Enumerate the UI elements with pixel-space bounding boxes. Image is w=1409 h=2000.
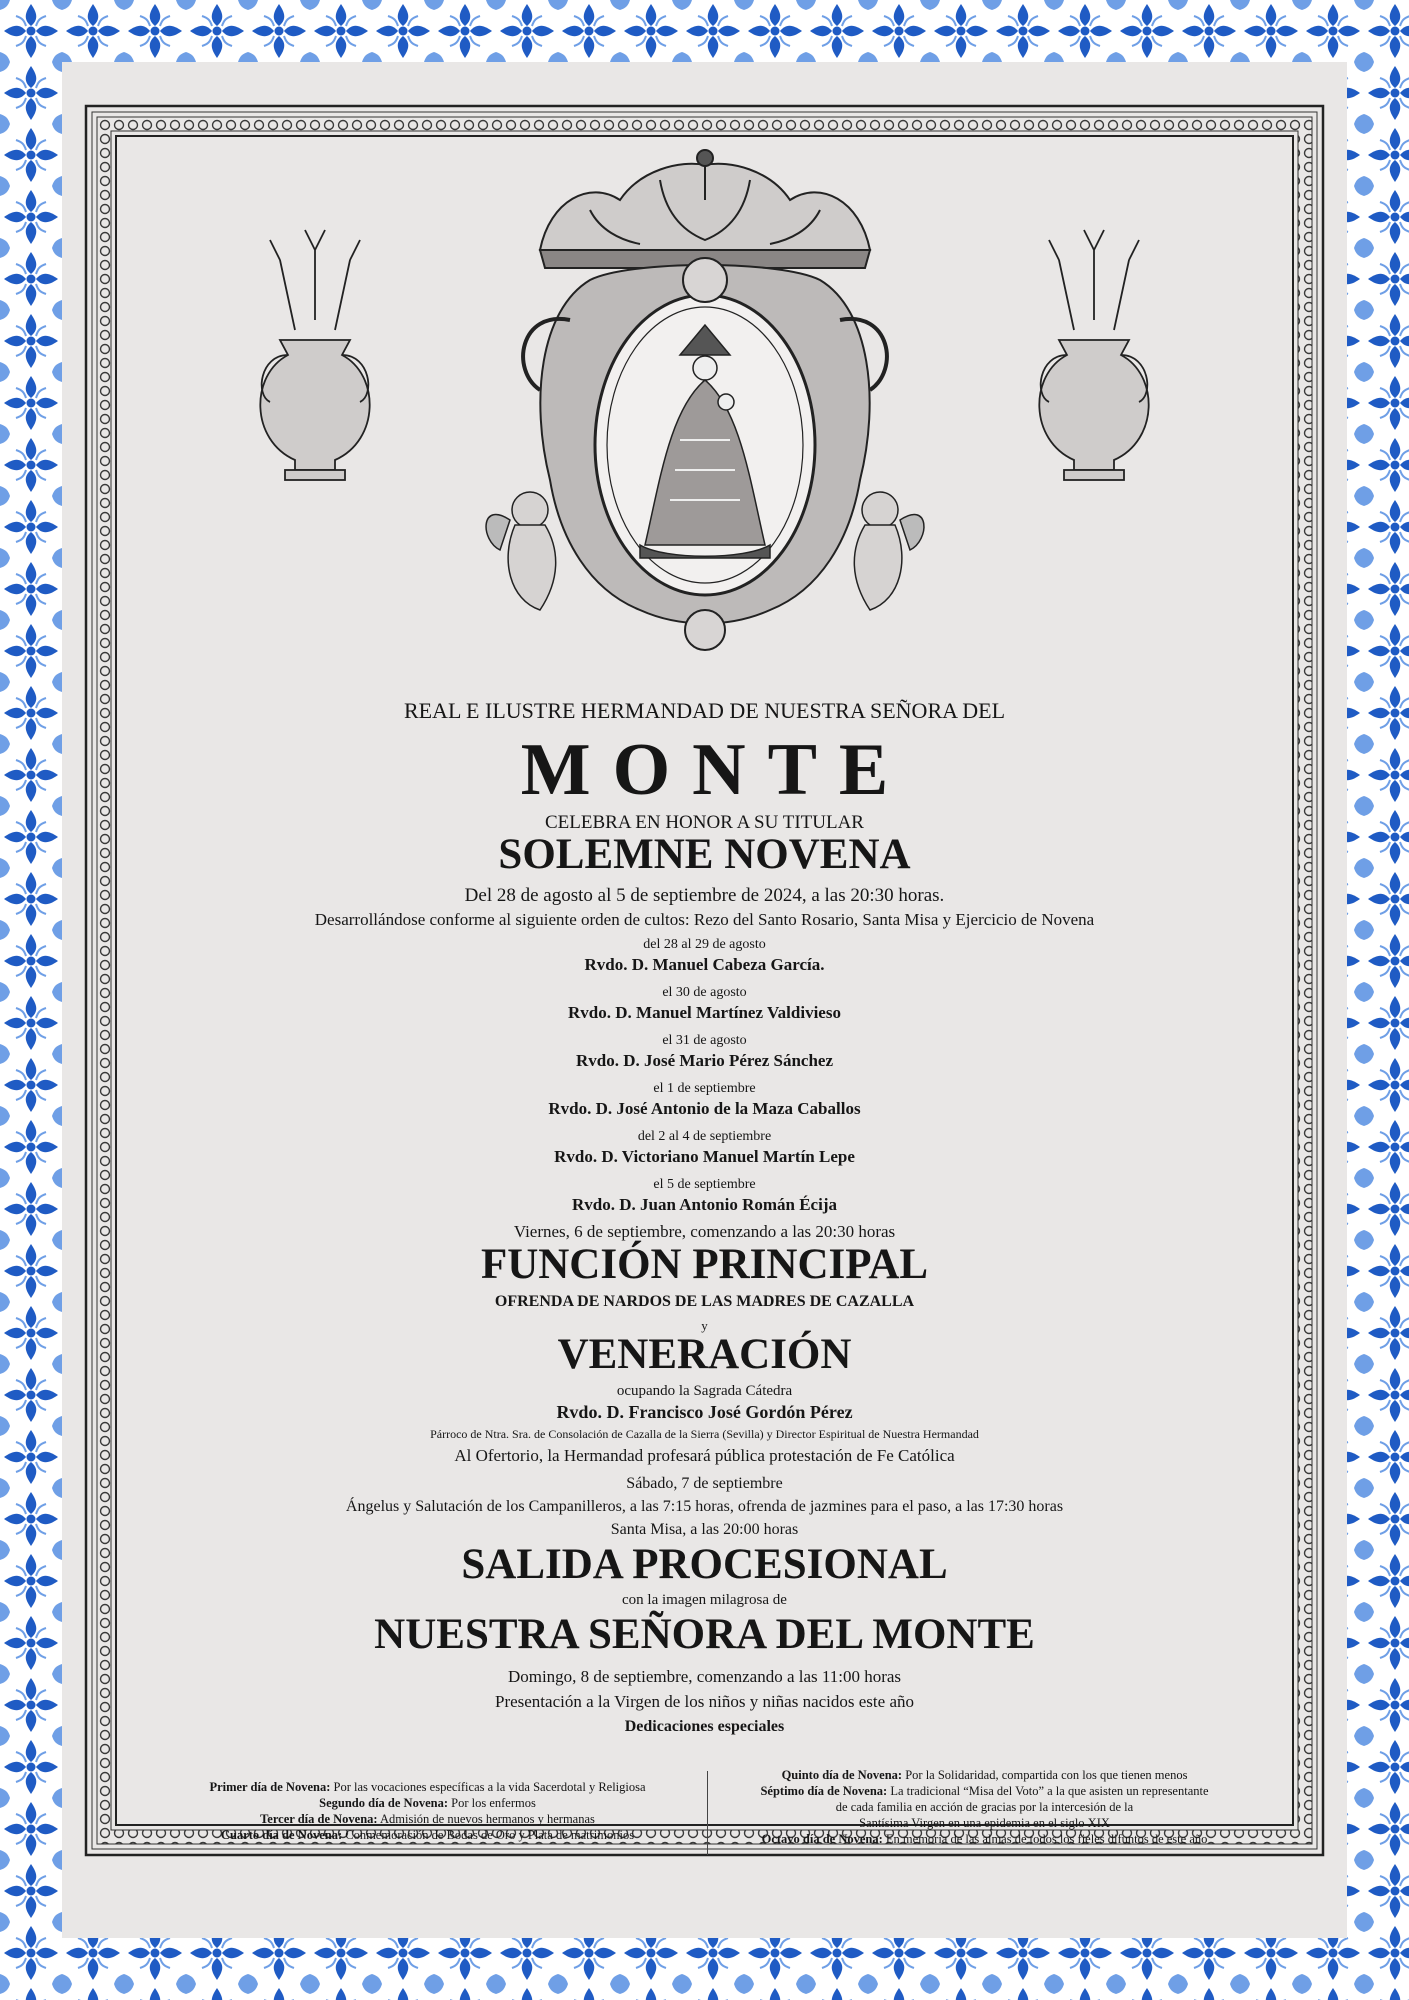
dedication-text: Por los enfermos xyxy=(451,1796,536,1810)
dedication-item xyxy=(150,1779,705,1795)
novena-order: Desarrollándose conforme al siguiente orden de cultos: Rezo del Santo Rosario, Santa Misa y Ejercicio de Novena xyxy=(314,910,1095,929)
page-title: MONTE xyxy=(520,729,911,811)
salida-heading: SALIDA PROCESIONAL xyxy=(461,1541,948,1588)
preacher-name: Rvdo. D. Juan Antonio Román Écija xyxy=(572,1195,837,1214)
novena-heading: SOLEMNE NOVENA xyxy=(498,831,911,878)
dedication-text: La tradicional “Misa del Voto” a la que asisten un representante xyxy=(890,1784,1209,1798)
dedication-item xyxy=(710,1831,1259,1847)
dedication-text: Por la Solidaridad, compartida con los que tienen menos xyxy=(905,1768,1188,1782)
dedication-label: Octavo día de Novena: xyxy=(761,1832,883,1846)
dedications-right-column xyxy=(710,1767,1259,1847)
column-divider xyxy=(707,1771,708,1855)
dedication-item xyxy=(710,1783,1259,1799)
preacher-date: del 2 al 4 de septiembre xyxy=(637,1129,772,1144)
salida-presentation: Presentación a la Virgen de los niños y niñas nacidos este año xyxy=(494,1692,914,1711)
brotherhood-name: REAL E ILUSTRE HERMANDAD DE NUESTRA SEÑORA DEL xyxy=(403,698,1006,723)
dedication-text: Admisión de nuevos hermanos y hermanas xyxy=(380,1812,595,1826)
veneracion-heading: VENERACIÓN xyxy=(557,1331,852,1378)
salida-date: Domingo, 8 de septiembre, comenzando a las 11:00 horas xyxy=(507,1667,902,1686)
dedication-text: Conmemoración de Bodas de Oro y Plata de matrimonios xyxy=(345,1828,635,1842)
dedicaciones-heading: Dedicaciones especiales xyxy=(624,1718,785,1735)
preacher-date: del 28 al 29 de agosto xyxy=(643,937,766,952)
dedication-item xyxy=(150,1795,705,1811)
sabado-detail: Ángelus y Salutación de los Campanilleros, a las 7:15 horas, ofrenda de jazmines para el paso, a las 17:30 horas xyxy=(345,1498,1064,1515)
dedication-text: Por las vocaciones específicas a la vida Sacerdotal y Religiosa xyxy=(333,1780,646,1794)
preacher-date: el 1 de septiembre xyxy=(653,1081,756,1096)
sabado-mass: Santa Misa, a las 20:00 horas xyxy=(610,1521,799,1538)
poster-content xyxy=(120,140,1289,1846)
funcion-offering: OFRENDA DE NARDOS DE LAS MADRES DE CAZALLA xyxy=(494,1293,915,1310)
flower-vase-right-icon xyxy=(1039,230,1148,480)
dedication-text: Santísima Virgen en una epidemia en el siglo XIX xyxy=(859,1816,1110,1830)
dedication-label: Segundo día de Novena: xyxy=(319,1796,448,1810)
virgin-emblem-engraving xyxy=(120,140,1289,680)
funcion-preacher: Rvdo. D. Francisco José Gordón Pérez xyxy=(556,1402,853,1422)
funcion-heading: FUNCIÓN PRINCIPAL xyxy=(480,1241,929,1288)
dedication-label: Cuarto día de Novena: xyxy=(220,1828,343,1842)
dedication-label: Tercer día de Novena: xyxy=(260,1812,378,1826)
dedication-label: Primer día de Novena: xyxy=(209,1780,331,1794)
dedication-item xyxy=(150,1811,705,1827)
preacher-name: Rvdo. D. José Mario Pérez Sánchez xyxy=(576,1051,833,1070)
preacher-name: Rvdo. D. José Antonio de la Maza Caballos xyxy=(548,1099,861,1118)
preacher-name: Rvdo. D. Victoriano Manuel Martín Lepe xyxy=(554,1147,855,1166)
cherub-right-icon xyxy=(854,492,924,610)
funcion-intro: Viernes, 6 de septiembre, comenzando a las 20:30 horas xyxy=(513,1222,896,1241)
preacher-name: Rvdo. D. Manuel Cabeza García. xyxy=(584,955,825,974)
crown-icon xyxy=(540,150,870,268)
preacher-role: Párroco de Ntra. Sra. de Consolación de Cazalla de la Sierra (Sevilla) y Director Espiritual de Nuestra Hermandad xyxy=(430,1427,979,1441)
ofertorio-note: Al Ofertorio, la Hermandad profesará pública protestación de Fe Católica xyxy=(454,1446,955,1465)
dedication-label: Séptimo día de Novena: xyxy=(760,1784,888,1798)
dedication-label: Quinto día de Novena: xyxy=(781,1768,903,1782)
dedications-section xyxy=(150,1767,1259,1857)
preacher-date: el 31 de agosto xyxy=(662,1033,747,1048)
flower-vase-left-icon xyxy=(260,230,369,480)
novena-dates: Del 28 de agosto al 5 de septiembre de 2024, a las 20:30 horas. xyxy=(464,885,945,906)
dedication-text: En memoria de las almas de todos los fieles difuntos de este año xyxy=(885,1832,1208,1846)
subtitle: CELEBRA EN HONOR A SU TITULAR xyxy=(545,812,864,833)
salida-with: con la imagen milagrosa de xyxy=(622,1592,787,1608)
conjunction: y xyxy=(701,1318,708,1333)
pulpit-line: ocupando la Sagrada Cátedra xyxy=(616,1383,793,1399)
sabado-date: Sábado, 7 de septiembre xyxy=(626,1475,783,1492)
dedication-item xyxy=(710,1767,1259,1783)
image-name-heading: NUESTRA SEÑORA DEL MONTE xyxy=(374,1611,1035,1658)
preacher-date: el 5 de septiembre xyxy=(653,1177,756,1192)
dedication-item xyxy=(150,1827,705,1843)
dedications-left-column xyxy=(150,1767,705,1843)
preacher-name: Rvdo. D. Manuel Martínez Valdivieso xyxy=(568,1003,841,1022)
cherub-left-icon xyxy=(486,492,556,610)
preacher-date: el 30 de agosto xyxy=(662,985,747,1000)
dedication-text: de cada familia en acción de gracias por la intercesión de la xyxy=(835,1800,1134,1814)
